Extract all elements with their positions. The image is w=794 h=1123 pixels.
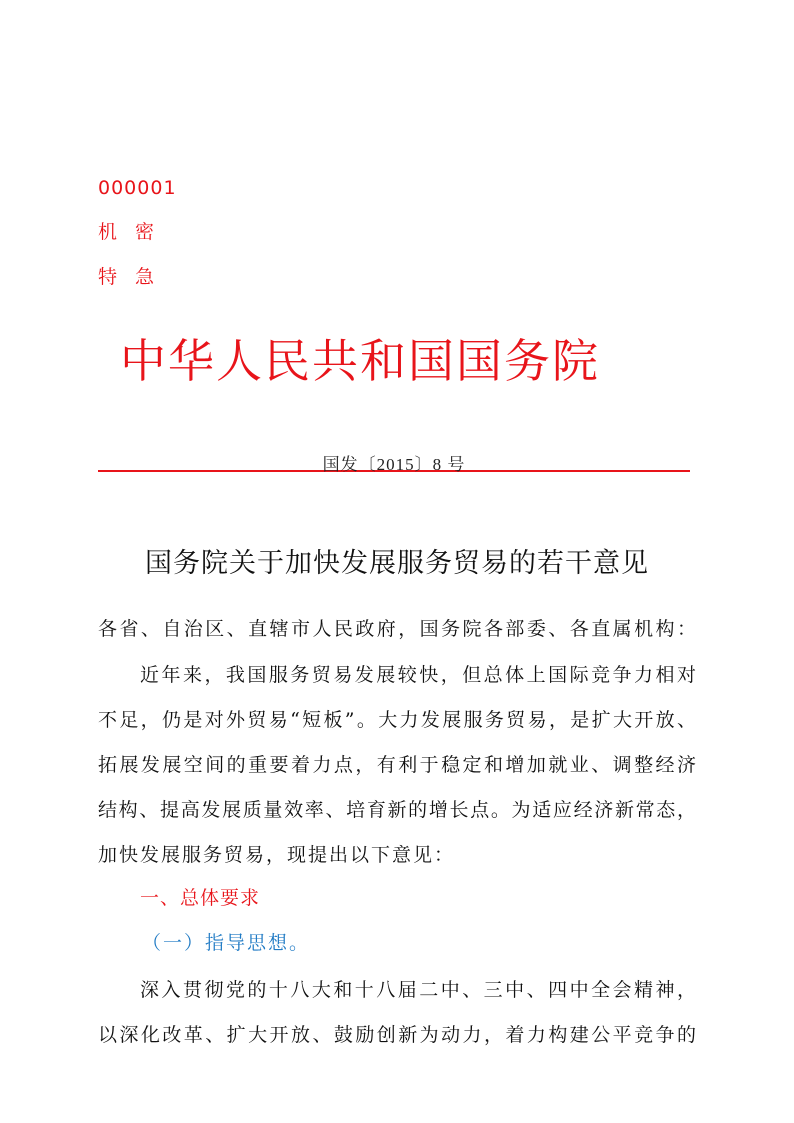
paragraph-line: 近年来，我国服务贸易发展较快，但总体上国际竞争力相对 <box>140 664 696 686</box>
paragraph-line: 深入贯彻党的十八大和十八届二中、三中、四中全会精神， <box>140 979 696 1001</box>
document-number: 国发〔2015〕8 号 <box>322 455 466 474</box>
urgency-level: 特急 <box>98 266 173 288</box>
paragraph-line: 结构、提高发展质量效率、培育新的增长点。为适应经济新常态， <box>98 799 696 821</box>
subsection-heading: （一）指导思想。 <box>142 932 311 954</box>
serial-number: 000001 <box>98 177 177 199</box>
paragraph-line: 以深化改革、扩大开放、鼓励创新为动力，着力构建公平竞争的 <box>98 1024 696 1046</box>
secrecy-level: 机密 <box>98 221 173 243</box>
document-title: 国务院关于加快发展服务贸易的若干意见 <box>145 548 649 579</box>
paragraph-line: 不足，仍是对外贸易“短板”。大力发展服务贸易，是扩大开放、 <box>98 709 696 731</box>
paragraph-line: 拓展发展空间的重要着力点，有利于稳定和增加就业、调整经济 <box>98 754 696 776</box>
issuer-title: 中华人民共和国国务院 <box>120 334 600 388</box>
paragraph-line: 加快发展服务贸易，现提出以下意见： <box>98 844 456 866</box>
section-heading: 一、总体要求 <box>140 887 261 909</box>
addressee-line: 各省、自治区、直辖市人民政府，国务院各部委、各直属机构： <box>98 618 696 640</box>
